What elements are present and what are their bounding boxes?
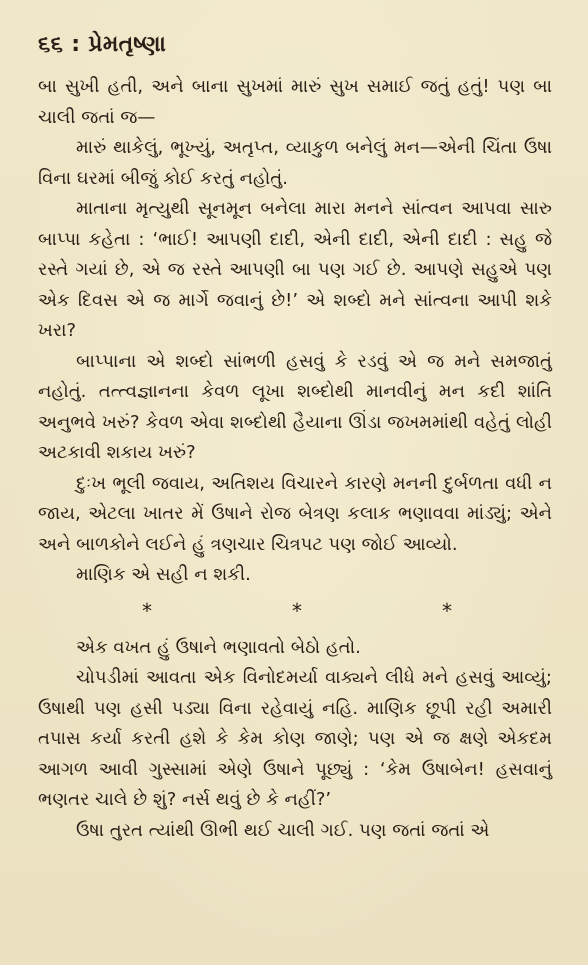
separator-asterisk: * (442, 598, 452, 623)
paragraph: ઉષા તુરત ત્યાંથી ઊભી થઈ ચાલી ગઈ. પણ જતાં જતાં એ (76, 819, 490, 841)
paragraph: માતાના મૃત્યુથી સૂનમૂન બનેલા મારા મનને સાંત્વન આપવા સારુ બાપ્પા કહેતા : ‘ભાઈ! આપણી દાદી, એની દાદી, એની દાદી : સહુ જે રસ્તે ગયાં છે, એ જ રસ્તે આપણી બા પણ ગઈ છે. આપણે સહુએ પણ એક દિવસ એ જ માર્ગે જવાનું છે!’ એ શબ્દો મને સાંત્વના આપી શકે ખરા? (38, 198, 552, 341)
paragraph: એક વખત હું ઉષાને ભણાવતો બેઠો હતો. (76, 636, 361, 658)
body-text (38, 72, 552, 846)
separator-asterisk: * (292, 598, 302, 623)
paragraph: ચોપડીમાં આવતા એક વિનોદમર્યા વાક્યને લીધે મને હસવું આવ્યું; ઉષાથી પણ હસી પડ્યા વિના રહેવાયું નહિ. માણિક છૂપી રહી અમારી તપાસ કર્યા કરતી હશે કે કેમ કોણ જાણે; પણ એ જ ક્ષણે એકદમ આગળ આવી ગુસ્સામાં એણે ઉષાને પૂછ્યું : ‘કેમ ઉષાબેન! હસવાનું ભણતર ચાલે છે શું? નર્સ થવું છે કે નહીં?’ (38, 667, 552, 810)
section-separator (38, 597, 552, 625)
paragraph: દુઃખ ભૂલી જવાય, અતિશય વિચારને કારણે મનની દુર્બળતા વધી ન જાય, એટલા ખાતર મેં ઉષાને રોજ બેત્રણ કલાક ભણાવવા માંડ્યું; એને અને બાળકોને લઈને હું ત્રણચાર ચિત્રપટ પણ જોઈ આવ્યો. (38, 472, 552, 555)
paragraph: માણિક એ સહી ન શકી. (76, 564, 251, 585)
paragraph: બાપ્પાના એ શબ્દો સાંભળી હસવું કે રડવું એ જ મને સમજાતું નહોતું. તત્ત્વજ્ઞાનના કેવળ લૂખા શબ્દોથી માનવીનું મન કદી શાંતિ અનુભવે ખરું? કેવળ એવા શબ્દોથી હૈયાના ઊંડા જખમમાંથી વહેતું લોહી અટકાવી શકાય ખરું? (38, 350, 552, 463)
paragraph: મારું થાકેલું, ભૂખ્યું, અતૃપ્ત, વ્યાકુળ બનેલું મન—એની ચિંતા ઉષા વિના ઘરમાં બીજું કોઈ કરતું નહોતું. (38, 137, 552, 189)
running-head: ૬૬ : પ્રેમતૃષ્ણા (38, 32, 167, 57)
separator-asterisk: * (142, 598, 152, 623)
paragraph: બા સુખી હતી, અને બાના સુખમાં મારું સુખ સમાઈ જતું હતું! પણ બા ચાલી જતાં જ— (38, 76, 552, 128)
